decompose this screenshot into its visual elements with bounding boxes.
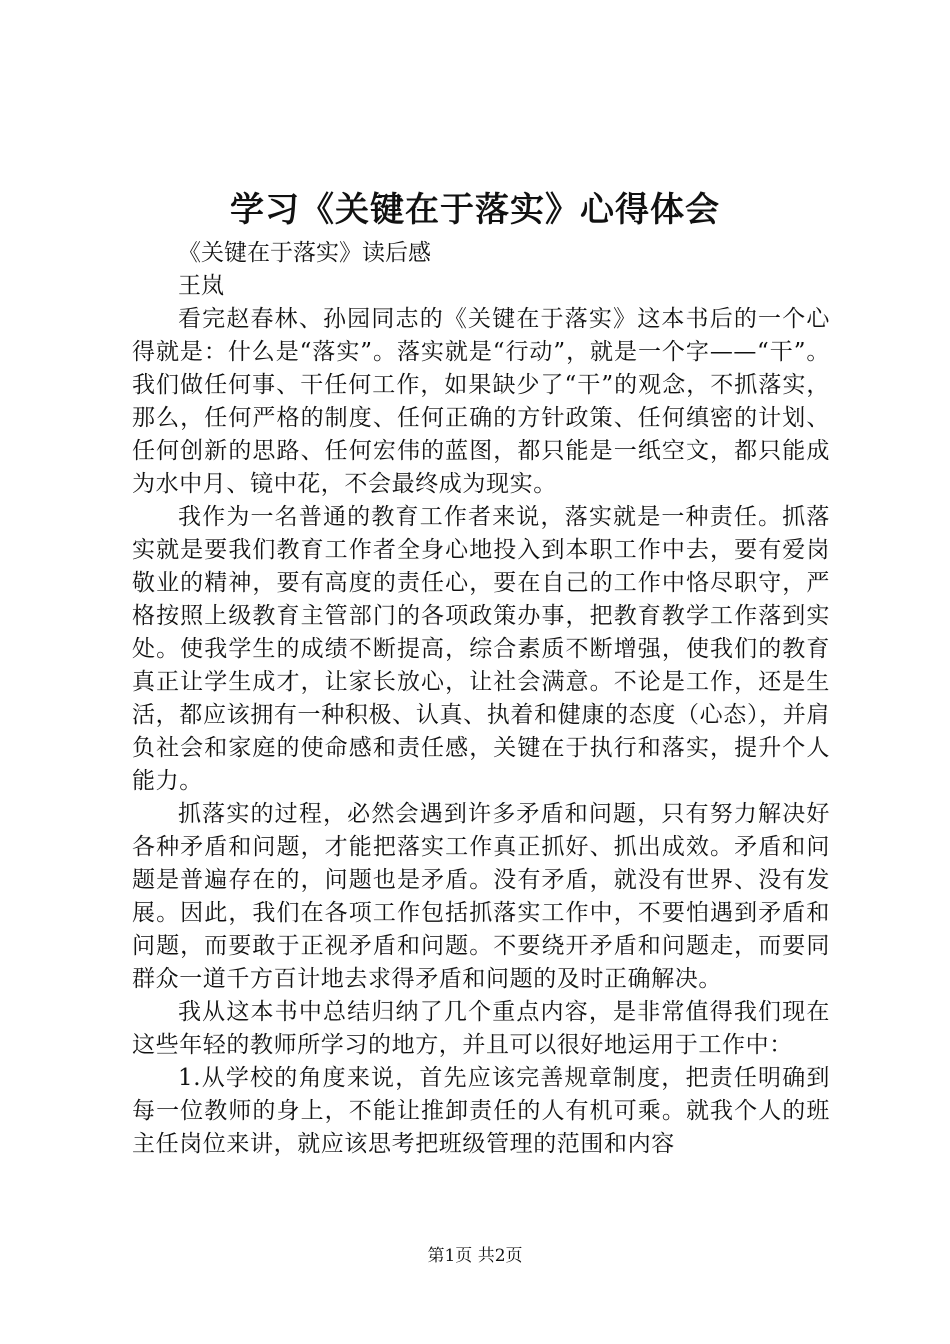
paragraph-2: 我作为一名普通的教育工作者来说，落实就是一种责任。抓落实就是要我们教育工作者全身心地投入到本职工作中去，要有爱岗敬业的精神，要有高度的责任心，要在自己的工作中恪尽职守，严格按照上级教育主管部门的各项政策办事，把教育教学工作落到实处。使我学生的成绩不断提高，综合素质不断增强，使我们的教育真正让学生成才，让家长放心，让社会满意。不论是工作，还是生活，都应该拥有一种积极、认真、执着和健康的态度（心态），并肩负社会和家庭的使命感和责任感，关键在于执行和落实，提升个人能力。 <box>132 504 830 794</box>
document-title: 学习《关键在于落实》心得体会 <box>230 190 720 230</box>
document-author: 王岚 <box>178 273 224 299</box>
paragraph-1: 看完赵春林、孙园同志的《关键在于落实》这本书后的一个心得就是：什么是“落实”。落实就是“行动”，就是一个字——“干”。我们做任何事、干任何工作，如果缺少了“干”的观念，不抓落实，那么，任何严格的制度、任何正确的方针政策、任何缜密的计划、任何创新的思路、任何宏伟的蓝图，都只能是一纸空文，都只能成为水中月、镜中花，不会最终成为现实。 <box>132 306 830 497</box>
paragraph-5: 1.从学校的角度来说，首先应该完善规章制度，把责任明确到每一位教师的身上，不能让推卸责任的人有机可乘。就我个人的班主任岗位来讲，就应该思考把班级管理的范围和内容 <box>132 1065 830 1157</box>
document-body <box>132 237 830 1161</box>
paragraph-3: 抓落实的过程，必然会遇到许多矛盾和问题，只有努力解决好各种矛盾和问题，才能把落实工作真正抓好、抓出成效。矛盾和问题是普遍存在的，问题也是矛盾。没有矛盾，就没有世界、没有发展。因此，我们在各项工作包括抓落实工作中，不要怕遇到矛盾和问题，而要敢于正视矛盾和问题。不要绕开矛盾和问题走，而要同群众一道千方百计地去求得矛盾和问题的及时正确解决。 <box>132 801 830 992</box>
paragraph-4: 我从这本书中总结归纳了几个重点内容，是非常值得我们现在这些年轻的教师所学习的地方，并且可以很好地运用于工作中： <box>132 999 830 1058</box>
page-number-footer: 第1页 共2页 <box>427 1246 523 1266</box>
document-subtitle: 《关键在于落实》读后感 <box>178 240 431 266</box>
